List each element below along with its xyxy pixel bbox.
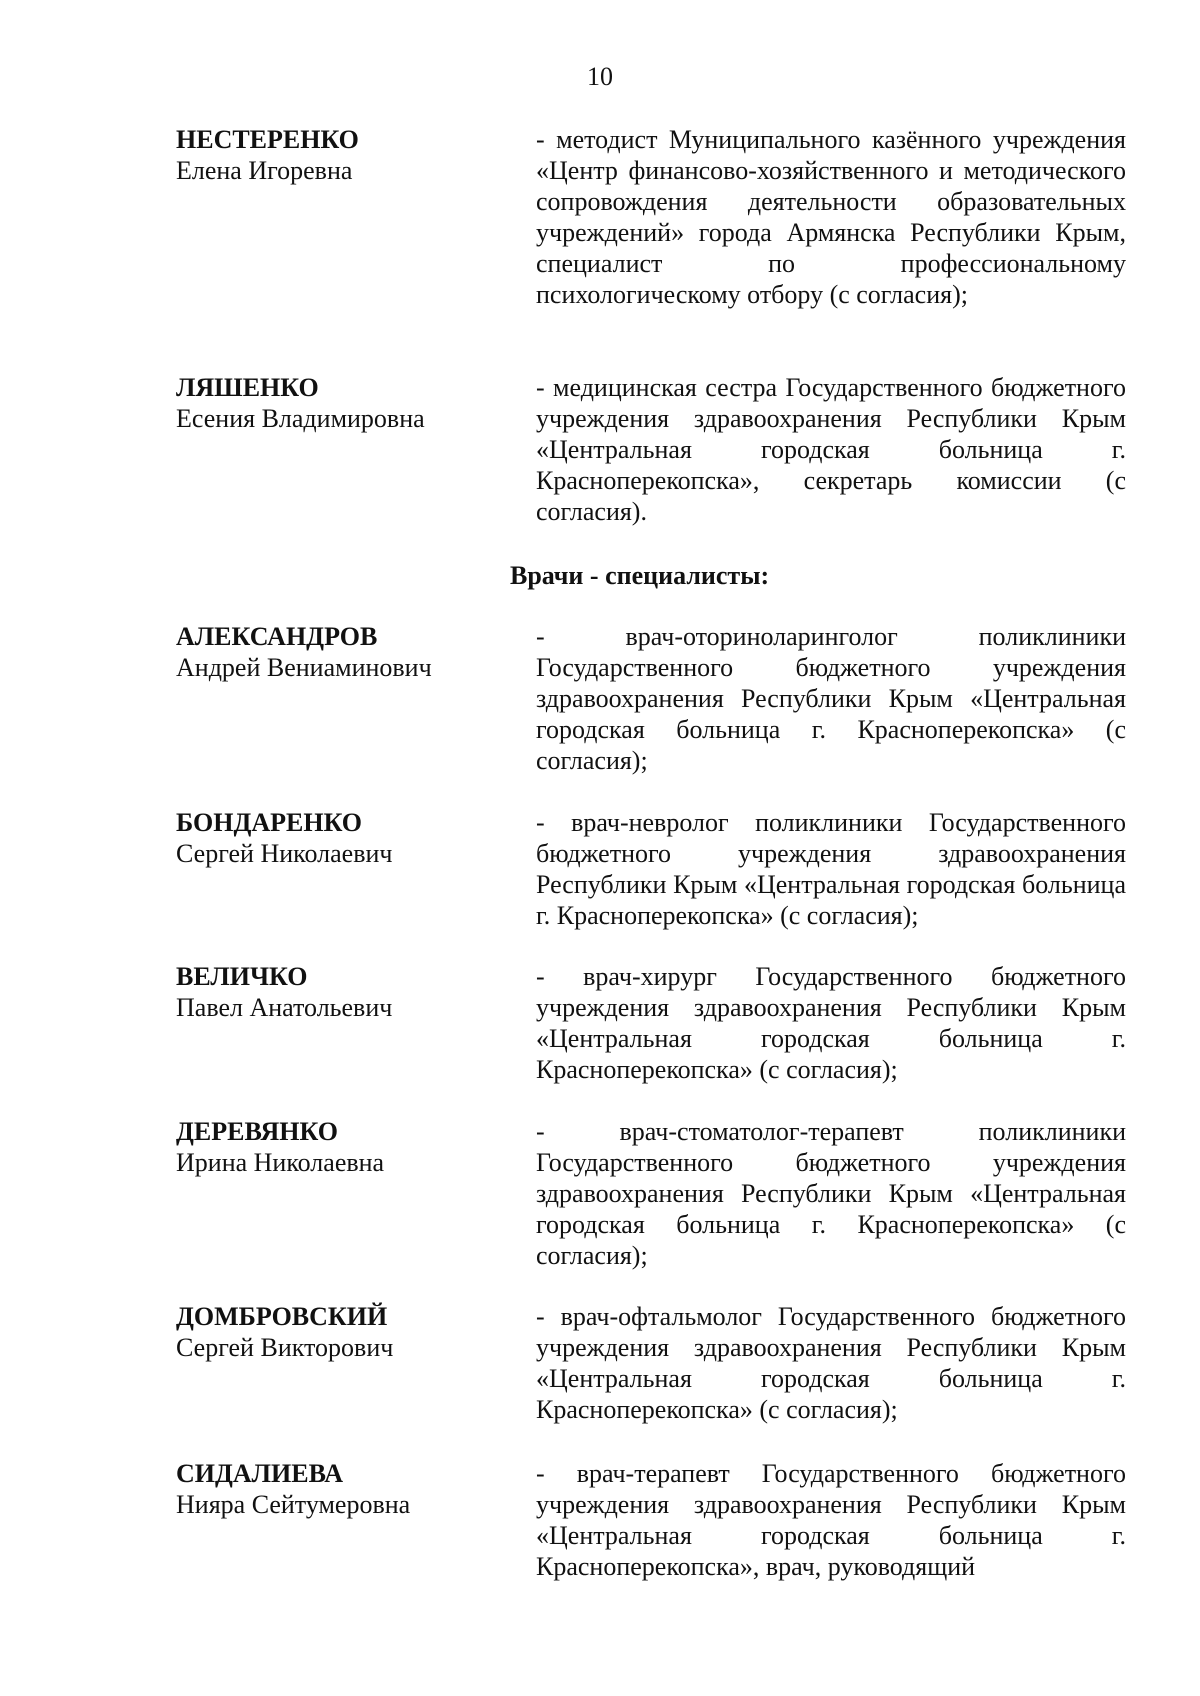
member-description: - врач-терапевт Государственного бюджетного учреждения здравоохранения Республики Крым «Центральная городская больница г. Красноперекопска», врач, руководящий: [536, 1459, 1126, 1581]
member-surname: ДЕРЕВЯНКО: [176, 1117, 338, 1146]
member-given-name: Сергей Николаевич: [176, 839, 393, 868]
member-surname: ДОМБРОВСКИЙ: [176, 1302, 388, 1331]
member-description: - врач-стоматолог-терапевт поликлиники Государственного бюджетного учреждения здравоохранения Республики Крым «Центральная городская больница г. Красноперекопска» (с согласия);: [536, 1117, 1126, 1270]
member-given-name: Сергей Викторович: [176, 1333, 394, 1362]
member-given-name: Павел Анатольевич: [176, 993, 393, 1022]
member-given-name: Елена Игоревна: [176, 156, 353, 185]
member-name: [176, 1458, 496, 1520]
section-heading: Врачи - специалисты:: [510, 561, 770, 590]
member-name: [176, 124, 496, 186]
member-description: - врач-оториноларинголог поликлиники Государственного бюджетного учреждения здравоохранения Республики Крым «Центральная городская больница г. Красноперекопска» (с согласия);: [536, 622, 1126, 775]
member-name: [176, 621, 496, 683]
member-description: - методист Муниципального казённого учреждения «Центр финансово-хозяйственного и методического сопровождения деятельности образовательных учреждений» города Армянска Республики Крым, специалист по профессиональному психологическому отбору (с согласия);: [536, 125, 1126, 309]
member-surname: СИДАЛИЕВА: [176, 1459, 344, 1488]
member-description: - медицинская сестра Государственного бюджетного учреждения здравоохранения Республики Крым «Центральная городская больница г. Красноперекопска», секретарь комиссии (с согласия).: [536, 373, 1126, 526]
member-name: [176, 807, 496, 869]
member-description: - врач-хирург Государственного бюджетного учреждения здравоохранения Республики Крым «Центральная городская больница г. Красноперекопска» (с согласия);: [536, 962, 1126, 1084]
member-description: - врач-невролог поликлиники Государственного бюджетного учреждения здравоохранения Республики Крым «Центральная городская больница г. Красноперекопска» (с согласия);: [536, 808, 1126, 930]
member-surname: ЛЯШЕНКО: [176, 373, 319, 402]
member-name: [176, 1301, 496, 1363]
member-name: [176, 961, 496, 1023]
member-surname: БОНДАРЕНКО: [176, 808, 362, 837]
member-given-name: Андрей Вениаминович: [176, 653, 432, 682]
member-given-name: Нияра Сейтумеровна: [176, 1490, 411, 1519]
member-surname: ВЕЛИЧКО: [176, 962, 308, 991]
member-name: [176, 372, 496, 434]
member-given-name: Есения Владимировна: [176, 404, 425, 433]
member-name: [176, 1116, 496, 1178]
page-number: 10: [587, 62, 613, 91]
member-given-name: Ирина Николаевна: [176, 1148, 385, 1177]
member-surname: АЛЕКСАНДРОВ: [176, 622, 378, 651]
member-description: - врач-офтальмолог Государственного бюджетного учреждения здравоохранения Республики Крым «Центральная городская больница г. Красноперекопска» (с согласия);: [536, 1302, 1126, 1424]
member-surname: НЕСТЕРЕНКО: [176, 125, 359, 154]
